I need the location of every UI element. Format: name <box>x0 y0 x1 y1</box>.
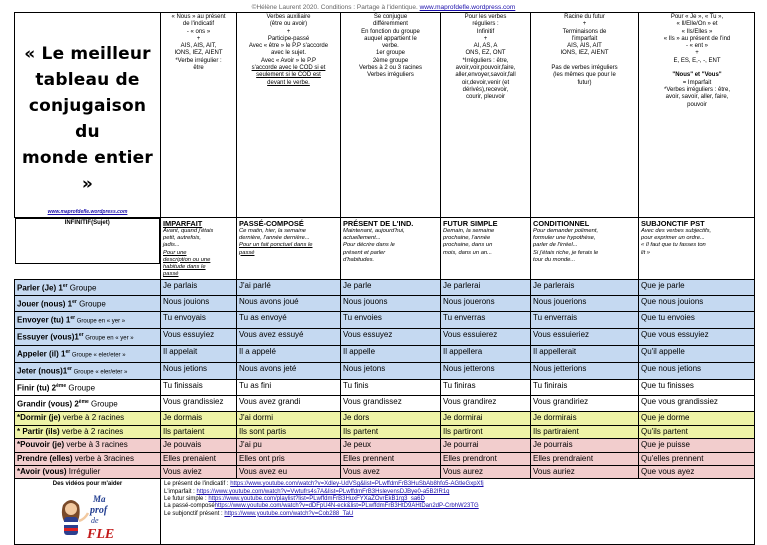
verb-row <box>15 425 755 438</box>
conjugated-form: Vous avez essuyé <box>237 329 341 346</box>
group-ordinal: er <box>70 315 76 322</box>
conjugated-form: Je pourrais <box>531 439 639 452</box>
tense-description-line: Demain, la semaine <box>443 228 495 235</box>
conjugated-form: Je peux <box>341 439 441 452</box>
conjugated-form: Je parle <box>341 279 441 295</box>
rule-line: IONS, IEZ, AIENT <box>174 50 223 57</box>
conjugated-form: Il appelait <box>161 346 237 363</box>
rules-row <box>15 13 755 218</box>
conjugated-form: Tu as fini <box>237 380 341 396</box>
verb-group: verbe à 2 racines <box>60 413 125 423</box>
rule-line: différemment <box>373 21 408 28</box>
conjugated-form: Vous avez grandi <box>237 396 341 412</box>
conjugated-form: Que vous essuyiez <box>639 329 755 346</box>
verb-row <box>15 396 755 412</box>
tense-description-line: prochaine, dans un <box>443 242 493 249</box>
verb-group: verbe à 2 racines <box>59 426 124 436</box>
tense-description-line: Pour un fait ponctuel dans le <box>239 242 313 249</box>
verb-label <box>15 452 161 465</box>
conjugated-form: Ils partent <box>341 425 441 438</box>
video-link-row <box>164 481 751 488</box>
rule-line: + <box>286 28 291 35</box>
rule-line: Avec « Avoir » le P.P <box>260 57 317 64</box>
conjugated-form: Tu finiras <box>441 380 531 396</box>
tense-description-line: Avant, quand j'étais <box>163 228 214 235</box>
logo-text: FLE <box>86 526 114 542</box>
verb-row <box>15 279 755 295</box>
rule-line: Avec « être » le P.P s'accorde <box>248 43 329 50</box>
rule-line: + <box>582 21 587 28</box>
conjugated-form: Tu finirais <box>531 380 639 396</box>
verb-label <box>15 296 161 312</box>
rule-line: seulement si le COD est <box>256 72 321 79</box>
tense-name: CONDITIONNEL <box>533 219 590 229</box>
conjugated-form: Je dormirai <box>441 412 531 425</box>
verb-group: Groupe <box>67 283 97 293</box>
rule-line: Pour les verbes <box>464 14 507 20</box>
verb-label <box>15 363 161 380</box>
tense-description-line: pour exprimer un ordre... <box>641 235 705 242</box>
conjugated-form: Nous jouerons <box>441 296 531 312</box>
conjugated-form: J'ai parlé <box>237 279 341 295</box>
rule-line: de l'indicatif <box>182 21 215 28</box>
conjugated-form: Vous essuyez <box>341 329 441 346</box>
rule-line: IONS, IEZ, AIENT <box>560 50 609 57</box>
verb-row <box>15 312 755 329</box>
conjugated-form: Elles prenaient <box>161 452 237 465</box>
tense-description-line: lit » <box>641 249 651 256</box>
rule-line: verbe. <box>382 43 399 50</box>
rule-line: AIS, AIS, AIT, <box>180 43 217 50</box>
tense-name: SUBJONCTIF PST <box>641 219 705 229</box>
rule-line: « Nous » au présent <box>171 14 226 20</box>
title-line: tableau de <box>35 70 140 90</box>
title-line: monde entier » <box>21 148 153 194</box>
tense-name: FUTUR SIMPLE <box>443 219 498 229</box>
conjugated-form: Je pouvais <box>161 439 237 452</box>
verb-group: Irrégulier <box>66 467 101 477</box>
rule-line: avoir,voir,pouvoir,faire, <box>455 65 516 72</box>
videos-label: Des vidéos pour m'aider <box>52 481 123 488</box>
rule-line: E, ES, E,-, -, ENT <box>673 57 721 64</box>
conjugated-form: Il appellerait <box>531 346 639 363</box>
tense-description-line: Pour demander poliment, <box>533 228 599 235</box>
tense-header-4 <box>441 218 531 280</box>
video-link[interactable]: https://www.youtube.com/watch?v=Xdley-UdVSg&list=PLwffdmFrB3HuSbAb8hfo5-AGtleGxpXfj <box>230 481 484 488</box>
video-link-row <box>164 503 751 510</box>
verb-infinitive: Envoyer (tu) 1 <box>17 315 71 325</box>
rule-line: Verbes auxiliaire <box>266 14 311 20</box>
rule-line: En fonction du groupe <box>361 28 420 35</box>
rule-line: devant le verbe. <box>267 79 310 86</box>
conjugated-form: Nous jouions <box>161 296 237 312</box>
rule-line: oir,devoir,venir (et <box>461 79 510 86</box>
verb-label <box>15 279 161 295</box>
verb-infinitive: Prendre (elles) <box>17 453 73 463</box>
conjugated-form: Elles prendraient <box>531 452 639 465</box>
conjugated-form: Nous jetterions <box>531 363 639 380</box>
video-topic: Le subjonctif présent : <box>164 510 225 517</box>
rule-line: être <box>193 65 204 72</box>
copyright-site-link[interactable]: www.maprofdefle.wordpress.com <box>419 4 516 11</box>
tense-description-line: dernière, l'année dernière... <box>239 235 310 242</box>
tense-name: PASSÉ-COMPOSÉ <box>239 219 304 229</box>
conjugated-form: Je parlerais <box>531 279 639 295</box>
conjugated-form: Je dormirais <box>531 412 639 425</box>
tense-description-line: parler de l'irréel... <box>533 242 578 249</box>
rule-line: AI, AS, A <box>473 43 498 50</box>
conjugated-form: Je parlerai <box>441 279 531 295</box>
rule-line: Infinitif <box>476 28 495 35</box>
conjugated-form: Vous grandissiez <box>161 396 237 412</box>
rule-line: *Verbes irréguliers : être, <box>663 86 731 93</box>
rule-line: - « ent » <box>685 43 708 50</box>
verb-group: Groupe <box>88 400 118 410</box>
conjugated-form: Je pourrai <box>441 439 531 452</box>
conjugated-form: Que vous grandissiez <box>639 396 755 412</box>
conjugated-form: Que je puisse <box>639 439 755 452</box>
tense-description-line: jadis... <box>163 242 180 249</box>
conjugated-form: Il a appelé <box>237 346 341 363</box>
logo-text: Ma <box>92 493 106 504</box>
group-ordinal: er <box>78 332 84 339</box>
verb-infinitive: Finir (tu) 2 <box>17 383 57 393</box>
tense-description-line: passé <box>239 249 255 256</box>
rule-line: Racine du futur <box>564 14 605 20</box>
rule-line: avec le sujet. <box>270 50 307 57</box>
rule-line: l'imparfait <box>571 35 598 42</box>
group-ordinal: er <box>72 299 77 306</box>
verb-infinitive: * Partir (ils) <box>17 426 60 436</box>
video-topic: Le futur simple : <box>164 496 209 503</box>
rule-line: dérivés),recevoir, <box>462 86 509 93</box>
logo-text: prof <box>89 504 107 516</box>
rule-line: (être ou avoir) <box>269 21 308 28</box>
conjugated-form: Tu envoyais <box>161 312 237 329</box>
conjugated-form: Vous auriez <box>531 466 639 479</box>
rule-line: auquel appartient le <box>364 35 417 42</box>
rule-line: - « ons » <box>186 28 211 35</box>
conjugated-form: J'ai dormi <box>237 412 341 425</box>
conjugated-form: Nous jetons <box>341 363 441 380</box>
conjugated-form: Tu envoies <box>341 312 441 329</box>
rule-line: Terminaisons de <box>562 28 607 35</box>
tense-description-line: formuler une hypothèse, <box>533 235 596 242</box>
video-link[interactable]: https://www.youtube.com/watch?v=Cob288_TaU <box>224 510 354 517</box>
rule-line: aller,envoyer,savoir,fall <box>455 72 516 79</box>
verb-group-note: Groupe en « yer » <box>83 335 134 342</box>
conjugated-form: Je parlais <box>161 279 237 295</box>
conjugated-form: Vous avez eu <box>237 466 341 479</box>
verb-row <box>15 412 755 425</box>
rule-line <box>533 58 636 65</box>
tense-description-line: Pour une <box>163 249 187 256</box>
infinitive-header: INFINITIF(Sujet) <box>15 218 161 264</box>
verb-group: Groupe <box>76 299 106 309</box>
conjugated-form: Que nous jouions <box>639 296 755 312</box>
logo-text: de <box>90 515 99 525</box>
verb-label <box>15 466 161 479</box>
tense-description-line: passé <box>163 270 179 277</box>
tense-header-1 <box>161 218 237 280</box>
conjugated-form: Elles ont pris <box>237 452 341 465</box>
conjugated-form: Elles prendront <box>441 452 531 465</box>
conjugated-form: Que tu finisses <box>639 380 755 396</box>
tense-description-line: Pour décrire dans le <box>343 242 395 249</box>
verb-label <box>15 412 161 425</box>
conjugated-form: Vous aviez <box>161 466 237 479</box>
video-link[interactable]: https://www.youtube.com/watch?v=dDFpU4N-eck&list=PLwffdmFrB3HtD9AHtDan2dP-CrbhW23TG <box>214 503 479 510</box>
tense-description-line: présent et parler <box>343 249 386 256</box>
verb-group-note: Groupe en « yer » <box>75 318 126 325</box>
conjugated-form: Tu enverras <box>441 312 531 329</box>
rule-line: s'accorde avec le COD si et <box>251 65 326 72</box>
conjugation-table <box>14 12 755 545</box>
group-ordinal: ème <box>78 399 89 406</box>
video-link-row <box>164 511 751 518</box>
conjugated-form: Que vous ayez <box>639 466 755 479</box>
group-ordinal: ème <box>56 383 67 390</box>
verb-group-note: Groupe « eler/eter » <box>70 352 126 359</box>
rule-line: Pas de verbes irréguliers <box>551 65 618 72</box>
tense-description-line: tour du monde... <box>533 256 576 263</box>
group-ordinal: er <box>62 282 68 289</box>
group-ordinal: er <box>67 366 72 373</box>
conjugated-form: Tu as envoyé <box>237 312 341 329</box>
conjugated-form: Nous jetterons <box>441 363 531 380</box>
verb-infinitive: Jeter (nous)1 <box>17 366 68 376</box>
rule-line: « Ils/Elles » <box>681 28 713 35</box>
rule-line: avoir, savoir, aller, faire, <box>665 94 729 101</box>
rule-line: Participe-passé <box>267 35 310 42</box>
videos-label-cell <box>15 479 161 544</box>
video-topic: La passé-composé <box>164 503 215 510</box>
verb-row <box>15 346 755 363</box>
conjugated-form: Ils partaient <box>161 425 237 438</box>
rule-cell-1 <box>161 13 237 218</box>
verb-row <box>15 452 755 465</box>
rule-line: pouvoir <box>687 101 707 108</box>
conjugated-form: Ils sont partis <box>237 425 341 438</box>
conjugated-form: Elles prennent <box>341 452 441 465</box>
rule-line: = Imparfait <box>682 79 712 86</box>
copyright-notice <box>0 4 767 11</box>
rule-line: 1er groupe <box>375 50 406 57</box>
rule-line: *Irréguliers : être, <box>462 57 509 64</box>
verb-row <box>15 439 755 452</box>
tense-description-line: petit, autrefois, <box>163 235 202 242</box>
tense-description-line: actuellement... <box>343 235 381 242</box>
verb-infinitive: Parler (Je) 1 <box>17 283 63 293</box>
video-links-cell <box>161 479 755 544</box>
video-link[interactable]: https://www.youtube.com/playlist?list=PLwffdmFrB3HuxFYXaZOvrEkB1rg3_sa6D <box>208 496 425 503</box>
verb-infinitive: Jouer (nous) 1 <box>17 299 73 309</box>
conjugated-form: Nous avons joué <box>237 296 341 312</box>
verb-label <box>15 346 161 363</box>
rule-line: futur) <box>577 79 592 86</box>
conjugated-form: Nous jouons <box>341 296 441 312</box>
tense-description-line: Avec des verbes subjectifs, <box>641 228 712 235</box>
verb-infinitive: *Pouvoir (je) <box>17 440 65 450</box>
conjugated-form: Vous essuierez <box>441 329 531 346</box>
verb-group: verbe à 3 racines <box>64 440 128 450</box>
conjugated-form: Tu finissais <box>161 380 237 396</box>
conjugated-form: Qu'il appelle <box>639 346 755 363</box>
tense-description-line: Ce matin, hier, la semaine <box>239 228 307 235</box>
conjugated-form: Qu'elles prennent <box>639 452 755 465</box>
conjugated-form: Que nous jetions <box>639 363 755 380</box>
tense-header-6 <box>639 218 755 280</box>
rule-line: Verbes irréguliers <box>367 72 414 79</box>
verb-row <box>15 329 755 346</box>
verb-infinitive: Grandir (vous) 2 <box>17 400 79 410</box>
tense-name: PRÉSENT DE L'IND. <box>343 219 414 229</box>
conjugated-form: Vous aurez <box>441 466 531 479</box>
conjugated-form: Vous grandiriez <box>531 396 639 412</box>
verb-label <box>15 380 161 396</box>
rule-line: « Ils » au présent de l'ind <box>663 35 731 42</box>
rule-line: Verbes à 2 ou 3 racines <box>358 65 423 72</box>
rule-cell-5 <box>531 13 639 218</box>
tense-header-2 <box>237 218 341 280</box>
rule-line: + <box>196 35 201 42</box>
conjugated-form: Vous essuieriez <box>531 329 639 346</box>
rule-line: réguliers : <box>472 21 499 28</box>
title-line: conjugaison du <box>28 96 147 142</box>
rule-line: Pour « Je », « Tu », <box>670 14 724 20</box>
conjugated-form: Que je dorme <box>639 412 755 425</box>
video-link-row <box>164 496 751 503</box>
verb-group-note: Groupe « eler/eter » <box>71 369 128 376</box>
tense-header-3 <box>341 218 441 280</box>
rule-line: AIS, AIS, AIT <box>567 43 602 50</box>
conjugated-form: Nous jouerions <box>531 296 639 312</box>
verb-row <box>15 466 755 479</box>
rule-line: + <box>695 50 699 57</box>
rule-line: 2ème groupe <box>372 57 409 64</box>
video-topic: Le présent de l'indicatif : <box>164 481 231 488</box>
rule-cell-3 <box>341 13 441 218</box>
rule-line: *Verbe irrégulier : <box>175 57 222 64</box>
verb-row <box>15 296 755 312</box>
conjugated-form: Tu enverrais <box>531 312 639 329</box>
title-line: « Le meilleur <box>24 44 151 64</box>
conjugated-form: Vous essuyiez <box>161 329 237 346</box>
verb-row <box>15 363 755 380</box>
verb-label <box>15 425 161 438</box>
conjugated-form: Vous grandirez <box>441 396 531 412</box>
videos-row <box>15 479 755 544</box>
tense-description-line: description ou une <box>163 256 211 263</box>
conjugated-form: J'ai pu <box>237 439 341 452</box>
conjugated-form: Nous avons jeté <box>237 363 341 380</box>
rule-line: courir, pleuvoir <box>465 94 506 101</box>
verb-group: Groupe <box>66 383 96 393</box>
video-link[interactable]: https://www.youtube.com/watch?v=Vwtufrs4s7A&list=PLwffdmFrB3HslevensDJBye0-a5B2IR1q <box>196 488 450 495</box>
rule-cell-2 <box>237 13 341 218</box>
tense-description-line: prochaine, l'année <box>443 235 491 242</box>
rule-line: ONS, EZ, ONT <box>465 50 506 57</box>
rule-cell-6 <box>639 13 755 218</box>
copyright-text: ©Hélène Laurent 2020. Conditions : Partage à l'identique. <box>251 4 418 11</box>
conjugated-form: Ils partiront <box>441 425 531 438</box>
verb-label <box>15 329 161 346</box>
tense-description-line: Maintenant, aujourd'hui, <box>343 228 405 235</box>
tense-description-line: Si j'étais riche, je ferais le <box>533 249 599 256</box>
conjugated-form: Vous grandissez <box>341 396 441 412</box>
tense-header-5 <box>531 218 639 280</box>
tense-description-line: mois, dans un an... <box>443 249 492 256</box>
tense-description-line: d'habitudes. <box>343 256 375 263</box>
verb-group: verbe à 3racines <box>72 453 134 463</box>
rule-line: "Nous" et "Vous" <box>672 72 722 79</box>
rule-line: + <box>483 35 488 42</box>
verb-row <box>15 380 755 396</box>
verb-label <box>15 396 161 412</box>
tense-description-line: habitude dans le <box>163 263 206 270</box>
verb-infinitive: *Avoir (vous) <box>17 467 67 477</box>
conjugated-form: Je dors <box>341 412 441 425</box>
rule-line <box>642 65 752 72</box>
conjugated-form: Qu'ils partent <box>639 425 755 438</box>
video-topic: L'imparfait : <box>164 488 197 495</box>
verb-label <box>15 312 161 329</box>
conjugated-form: Tu finis <box>341 380 441 396</box>
rule-line: Se conjugue <box>373 14 408 20</box>
tense-header-row <box>15 218 755 280</box>
conjugated-form: Que tu envoies <box>639 312 755 329</box>
conjugated-form: Que je parle <box>639 279 755 295</box>
verb-infinitive: Essuyer (vous)1 <box>17 332 79 342</box>
conjugated-form: Ils partiraient <box>531 425 639 438</box>
verb-infinitive: *Dormir (je) <box>17 413 61 423</box>
tense-description-line: « Il faut que tu fasses ton <box>641 242 706 249</box>
conjugated-form: Il appelle <box>341 346 441 363</box>
conjugated-form: Vous avez <box>341 466 441 479</box>
tense-name: IMPARFAIT <box>163 219 203 229</box>
verb-infinitive: Appeler (il) 1 <box>17 349 66 359</box>
rule-line: « Il/Elle/On » et <box>676 21 718 28</box>
rule-line: (les mêmes que pour le <box>553 72 616 79</box>
title-site-link[interactable]: www.maprofdefle.wordpress.com <box>47 209 128 215</box>
conjugated-form: Il appellera <box>441 346 531 363</box>
title-cell <box>15 13 161 218</box>
rule-cell-4 <box>441 13 531 218</box>
group-ordinal: er <box>65 349 71 356</box>
page-title <box>17 41 158 197</box>
ma-prof-de-fle-logo <box>53 491 123 543</box>
conjugated-form: Je dormais <box>161 412 237 425</box>
conjugated-form: Nous jetions <box>161 363 237 380</box>
video-link-row <box>164 489 751 496</box>
verb-label <box>15 439 161 452</box>
